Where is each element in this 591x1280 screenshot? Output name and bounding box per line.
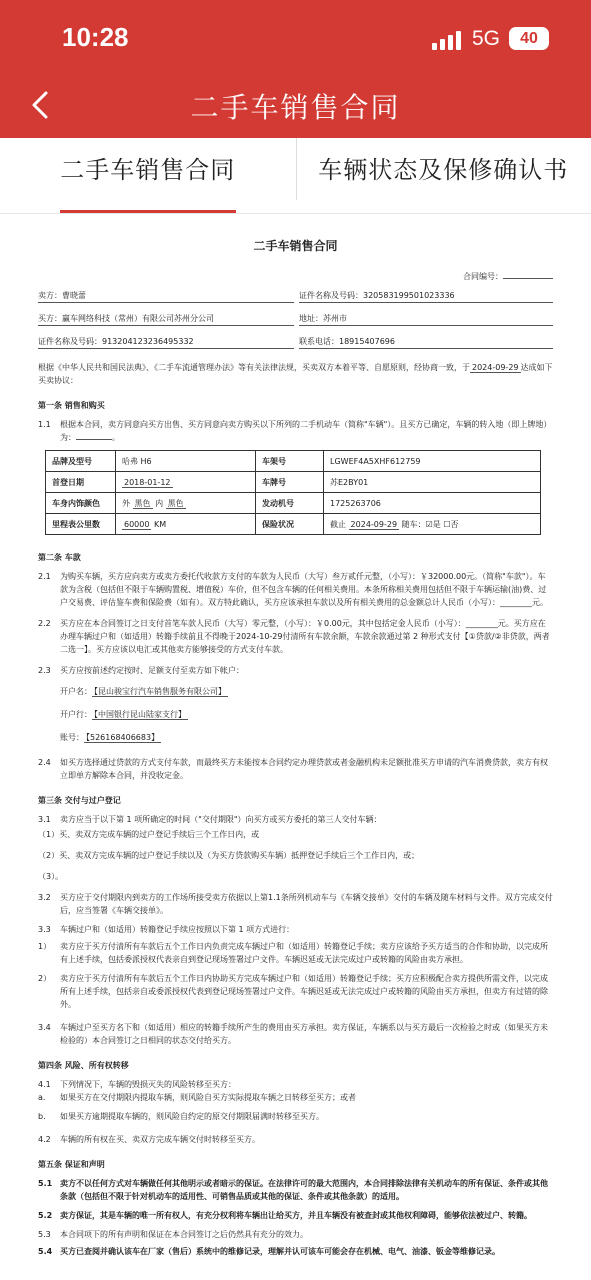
clause-5-4: 5.4 买方已查阅并确认该车在厂家（售后）系统中的维修记录，理解并认可该车可能会存在机械、电气、油漆、钣金等维修记录。 (38, 1247, 500, 1256)
clause-2-3: 2.3 买方应按前述约定按时、足额支付至卖方如下帐户： (38, 666, 244, 675)
clause-3-1-option-3: （3）。 (38, 872, 64, 881)
clause-3-1-option-1: （1）买、卖双方完成车辆的过户登记手续后三个工作日内，或 (38, 830, 260, 839)
contract-title: 二手车销售合同 (253, 239, 338, 253)
clause-3-3: 3.3 车辆过户和（如适用）转籍登记手续应按照以下第 1 项方式进行： (38, 925, 295, 934)
status-time: 10:28 (62, 22, 129, 52)
table-row: 车身内饰颜色 外 黑色 内 黑色 发动机号 1725263706 (46, 493, 541, 514)
insurance-yes-checkbox: ☑是 (425, 519, 441, 529)
buyer-field: 买方：赢车网络科技（常州）有限公司苏州分公司 (38, 312, 294, 326)
clause-3-3-option-2: 2） 卖方应于买方付清所有车款后五个工作日内协助买方完成车辆过户和（如适用）转籍登记手续；买方应积极配合卖方提供所需文件，以完成所有上述手续，包括亲自或委派授权代表到登记现场签署过户文件。车辆迟延或无法完成过户或转籍的风险由买方承担，但卖方有过错的除外。 (38, 974, 548, 1009)
clause-3-3-option-1: 1） 卖方应于买方付清所有车款后五个工作日内负责完成车辆过户和（如适用）转籍登记手续；卖方应该给予买方适当的合作和协助，以完成所有上述手续，包括委派授权代表亲自到登记现场签署过户文件。车辆迟延或无法完成过户或转籍的风险由卖方承担。 (38, 942, 548, 964)
table-row: 里程表公里数 60000 KM 保险状况 截止 2024-09-29 随车：☑是 ☐否 (46, 514, 541, 535)
clause-5-1: 5.1 卖方不以任何方式对车辆做任何其他明示或者暗示的保证。在法律许可的最大范围内，本合同排除法律有关机动车的所有保证、条件或其他条款（包括但不限于针对机动车的适用性、可销售品质或其他的保证、条件或其他条款）的适用。 (38, 1179, 548, 1201)
clause-5-2: 5.2 卖方保证，其是车辆的唯一所有权人，有充分权利将车辆出让给买方，并且车辆没有被查封或其他权利障碍，能够依法被过户、转籍。 (38, 1211, 532, 1220)
account-bank: 开户行： 【中国银行昆山陆家支行】 (60, 710, 186, 719)
seller-id-field: 证件名称及号码：320583199501023336 (299, 289, 553, 303)
clause-3-4: 3.4 车辆过户至买方名下和（如适用）相应的转籍手续所产生的费用由买方承担。卖方保证，车辆系以与买方最后一次检验之时或（如果买方未检验的）本合同签订之日相同的状态交付给买方。 (38, 1023, 548, 1045)
clause-3-1: 3.1 卖方应当于以下第 1 项所确定的时间（"交付期限"）向买方或买方委托的第三人交付车辆： (38, 815, 382, 824)
signal-icon (432, 30, 461, 50)
section-4-heading: 第四条 风险、所有权转移 (38, 1061, 129, 1070)
table-row: 首登日期 2018-01-12 车牌号 苏E2BY01 (46, 472, 541, 493)
section-2-heading: 第二条 车款 (38, 553, 81, 562)
account-number: 账号： 【526168406683】 (60, 733, 160, 742)
account-name: 开户名： 【昆山骏宝行汽车销售服务有限公司】 (60, 687, 226, 696)
battery-icon: 40 (509, 27, 549, 50)
buyer-phone-field: 联系电话：18915407696 (299, 335, 553, 349)
clause-1-1: 1.1 根据本合同，卖方同意向买方出售、买方同意向卖方购买以下所列的二手机动车（简称"车辆"）。且买方已确定，车辆的转入地（即上牌地）为： 。 (38, 420, 552, 442)
buyer-cert-field: 证件名称及号码：913204123236495332 (38, 335, 294, 349)
clause-5-3: 5.3 本合同项下的所有声明和保证在本合同签订之后仍然具有充分的效力。 (38, 1230, 308, 1239)
network-type: 5G (472, 27, 501, 50)
nav-bar (0, 76, 591, 138)
clause-4-2: 4.2 车辆的所有权在买、卖双方完成车辆交付时转移至买方。 (38, 1135, 260, 1144)
contract-no: 合同编号： (38, 270, 553, 283)
contract-document (0, 240, 591, 1258)
page-title: 二手车销售合同 (190, 91, 401, 124)
clause-3-2: 3.2 买方应于交付期限内到卖方的工作场所接受卖方依据以上第1.1条所列机动车与《车辆交接单》交付的车辆及随车材料与文件。双方完成交付后，应当签署《车辆交接单》。 (38, 893, 553, 915)
tab-bar (0, 138, 591, 214)
tab-sales-contract[interactable]: 二手车销售合同 (0, 138, 296, 213)
clause-4-1-a: a. 如果买方在交付期限内提取车辆，则风险自买方实际提取车辆之日转移至买方；或者 (38, 1093, 356, 1102)
status-bar (0, 0, 591, 76)
clause-2-4: 2.4 如买方选择通过贷款的方式支付车款，而最终买方未能按本合同约定办理贷款或者金融机构未足额批准买方申请的汽车消费贷款，卖方有权立即单方解除本合同，并没收定金。 (38, 758, 548, 780)
tab-vehicle-status[interactable]: 车辆状态及保修确认书 (318, 156, 569, 184)
section-1-heading: 第一条 销售和购买 (38, 401, 105, 410)
section-3-heading: 第三条 交付与过户登记 (38, 796, 121, 805)
vehicle-info-table (45, 450, 541, 535)
clause-2-2: 2.2 买方应在本合同签订之日支付首笔车款人民币（大写）零元整，（小写）：￥0.00元，其中包括定金人民币（小写）：________元。买方应在办理车辆过户和（如适用）转籍手续前且不得晚于2024-10-29付清所有车款余额，车款余款通过第 2 种形式支付【①贷款/②非贷款，两者二选一】。买方应该以电汇或其他卖方能够接受的方式支付车款。 (38, 619, 550, 654)
app-header (0, 0, 591, 138)
clause-3-1-option-2: （2）买、卖双方完成车辆的过户登记手续以及（为买方贷款购买车辆）抵押登记手续后三个工作日内，或； (38, 851, 420, 860)
clause-4-1-b: b. 如果买方逾期提取车辆的，则风险自约定的原交付期限届满时转移至买方。 (38, 1112, 324, 1121)
buyer-address-field: 地址：苏州市 (299, 312, 553, 326)
intro-paragraph: 根据《中华人民共和国民法典》、《二手车流通管理办法》等有关法律法规，买卖双方本着平等、自愿原则，经协商一致，于 2024-09-29 达成如下买卖协议： (38, 363, 553, 385)
clause-4-1: 4.1 下列情况下，车辆的毁损灭失的风险转移至买方： (38, 1080, 236, 1089)
insurance-no-checkbox: ☐否 (443, 519, 459, 529)
table-row: 品牌及型号 哈弗 H6 车架号 LGWEF4A5XHF612759 (46, 451, 541, 472)
section-5-heading: 第五条 保证和声明 (38, 1160, 105, 1169)
clause-2-1: 2.1 为购买车辆，买方应向卖方或卖方委托代收款方支付的车款为人民币（大写）叁万贰仟元整，（小写）：￥32000.00元。（简称"车款"）。车款为含税（包括但不限于车辆购置税、增值税）车价，但不包含车辆的任何相关费用。本条所称相关费用包括但不限于车辆运输(油)费、过户交易费、评估鉴车费和保险费（如有）。双方特此确认，买方应该承担车款以及所有相关费用的总金额总计人民币（小写）：________元。 (38, 572, 548, 607)
seller-field: 卖方：曹晓蕾 (38, 289, 294, 303)
